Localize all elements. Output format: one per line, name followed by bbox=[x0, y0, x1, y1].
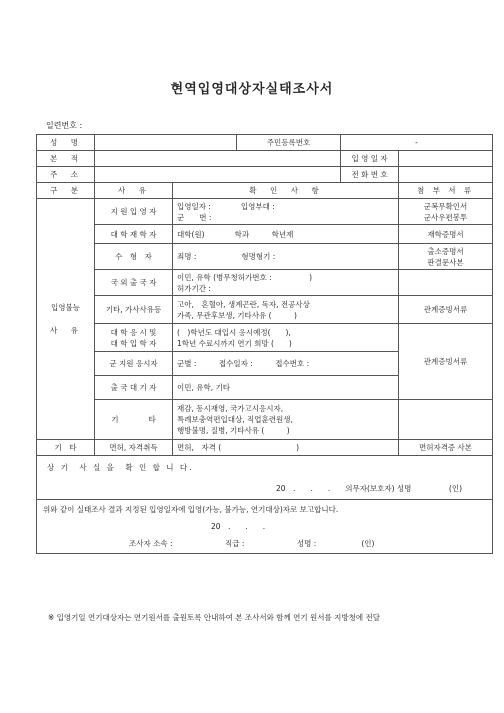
confirm-other-line2: 특례보충역편입대상, 직업훈련원생, bbox=[177, 415, 293, 424]
phone-label: 전 화 번 호 bbox=[341, 167, 399, 183]
name-field[interactable] bbox=[95, 135, 237, 151]
confirm-applicant bbox=[173, 324, 399, 352]
confirm-abroad-line1: 이민, 유학 (병무청허가번호 : ) bbox=[177, 272, 313, 282]
rrn-dash: - bbox=[415, 138, 418, 147]
confirm-volunteer-line2: 군 번 : bbox=[177, 212, 212, 222]
confirm-family-line2: 가족, 무관후보생, 기타사유 ( ) bbox=[177, 310, 297, 320]
origin-field[interactable] bbox=[95, 151, 341, 167]
reason-family: 기타, 가사사유등 bbox=[95, 296, 173, 324]
confirm-applicant-line2: 1학년 수료시까지 연기 희망 ( ) bbox=[177, 338, 292, 348]
confirm-other-line1: 재감, 동시재영, 국가고시응시자, bbox=[177, 404, 284, 413]
attach-volunteer bbox=[399, 199, 493, 225]
reason-student: 대 학 재 학 자 bbox=[95, 225, 173, 244]
confirmation-signature[interactable]: 20 . . . 의무자(보호자) 성명 (인) bbox=[276, 483, 463, 493]
name-label: 성 명 bbox=[37, 135, 95, 151]
attach-volunteer-line2: 군사우편봉투 bbox=[423, 212, 468, 222]
attach-license: 면허자격증 사본 bbox=[399, 440, 493, 456]
attach-evidence: 관계증빙서류 bbox=[399, 324, 493, 400]
serial-number-label: 일련번호 : bbox=[46, 121, 83, 130]
column-reason: 사 유 bbox=[95, 183, 173, 199]
confirm-other bbox=[173, 400, 399, 440]
reason-prisoner: 수 형 자 bbox=[95, 244, 173, 270]
rrn-label: 주민등록번호 bbox=[237, 135, 341, 151]
enlist-date-label: 입 영 일 자 bbox=[341, 151, 399, 167]
group-label-line2: 사 유 bbox=[50, 326, 81, 335]
category-other: 기 타 bbox=[37, 440, 95, 456]
column-attach: 첨 부 서 류 bbox=[399, 183, 493, 199]
address-field[interactable] bbox=[95, 167, 341, 183]
group-label-cell bbox=[37, 199, 95, 440]
column-confirm: 확 인 사 항 bbox=[173, 183, 399, 199]
attach-volunteer-line1: 군복무확인서 bbox=[423, 201, 468, 211]
reason-applicant-line1: 대 학 응 시 및 bbox=[110, 327, 157, 337]
reason-applicant-line2: 대 학 입 학 자 bbox=[110, 338, 157, 348]
confirm-student: 대학(원) 학과 학년재 bbox=[173, 225, 399, 244]
confirm-family-line1: 고아, 혼혈아, 생계곤란, 독자, 전공사상 bbox=[177, 299, 310, 309]
reason-volunteer: 지 원 입 영 자 bbox=[95, 199, 173, 225]
reason-military-applicant: 군 지원 응시자 bbox=[95, 352, 173, 376]
document-title: 현역입영대상자실태조사서 bbox=[170, 82, 334, 97]
confirm-military-applicant: 군별 : 접수일자 : 접수번호 : bbox=[173, 352, 399, 376]
confirm-volunteer-line1: 입영일자 : 입영부대 : bbox=[177, 201, 275, 211]
confirm-other-line3: 행방불명, 질병, 기타사유 ( ) bbox=[177, 426, 290, 435]
confirm-volunteer bbox=[173, 199, 399, 225]
confirm-license: 면허, 자격 ( ) bbox=[173, 440, 399, 456]
confirmation-text: 상 기 사 실 을 확 인 합 니 다. bbox=[47, 462, 194, 472]
footnote: ※ 입영기일 연기대상자는 연기원서를 출원토록 안내하여 본 조사서와 함께 연기 원서를 지방청에 전달 bbox=[48, 613, 380, 622]
group-label-line1: 입영불능 bbox=[51, 303, 80, 312]
reason-abroad: 국 외 출 국 자 bbox=[95, 270, 173, 296]
confirm-family bbox=[173, 296, 399, 324]
attach-family: 관계증빙서류 bbox=[399, 296, 493, 324]
survey-form-table bbox=[36, 134, 493, 554]
confirm-applicant-line1: ( )학년도 대입시 응시예정( ), bbox=[177, 327, 291, 337]
reason-applicant bbox=[95, 324, 173, 352]
confirm-departure: 이민, 유학, 기타 bbox=[173, 376, 399, 400]
confirm-abroad bbox=[173, 270, 399, 296]
attach-prisoner bbox=[399, 244, 493, 270]
confirmation-statement bbox=[37, 456, 493, 500]
origin-label: 본 적 bbox=[37, 151, 95, 167]
attach-prisoner-line1: 출소증명서 bbox=[427, 246, 464, 256]
attach-abroad bbox=[399, 270, 493, 296]
report-text: 위와 같이 실태조사 결과 지정된 입영일자에 입영(가능, 불가능, 연기대상)자로 보고합니다. bbox=[43, 505, 339, 514]
attach-other bbox=[399, 400, 493, 440]
reason-license: 면허, 자격취득 bbox=[95, 440, 173, 456]
confirm-abroad-line2: 허가기간 : bbox=[177, 283, 211, 293]
column-category: 구 분 bbox=[37, 183, 95, 199]
reason-departure: 출 국 대 기 자 bbox=[95, 376, 173, 400]
rrn-field[interactable] bbox=[341, 135, 493, 151]
address-label: 주 소 bbox=[37, 167, 95, 183]
confirm-prisoner: 죄명 : 형명형기 : bbox=[173, 244, 399, 270]
phone-field[interactable] bbox=[399, 167, 493, 183]
report-date: 20 . . . bbox=[211, 522, 266, 531]
reason-other: 기 타 bbox=[95, 400, 173, 440]
report-statement bbox=[37, 500, 493, 554]
attach-student: 재학증명서 bbox=[399, 225, 493, 244]
inspector-signature[interactable]: 조사자 소속 : 직급 : 성명 : (인) bbox=[129, 539, 375, 548]
attach-prisoner-line2: 판결문사본 bbox=[427, 257, 464, 267]
enlist-date-field[interactable] bbox=[399, 151, 493, 167]
